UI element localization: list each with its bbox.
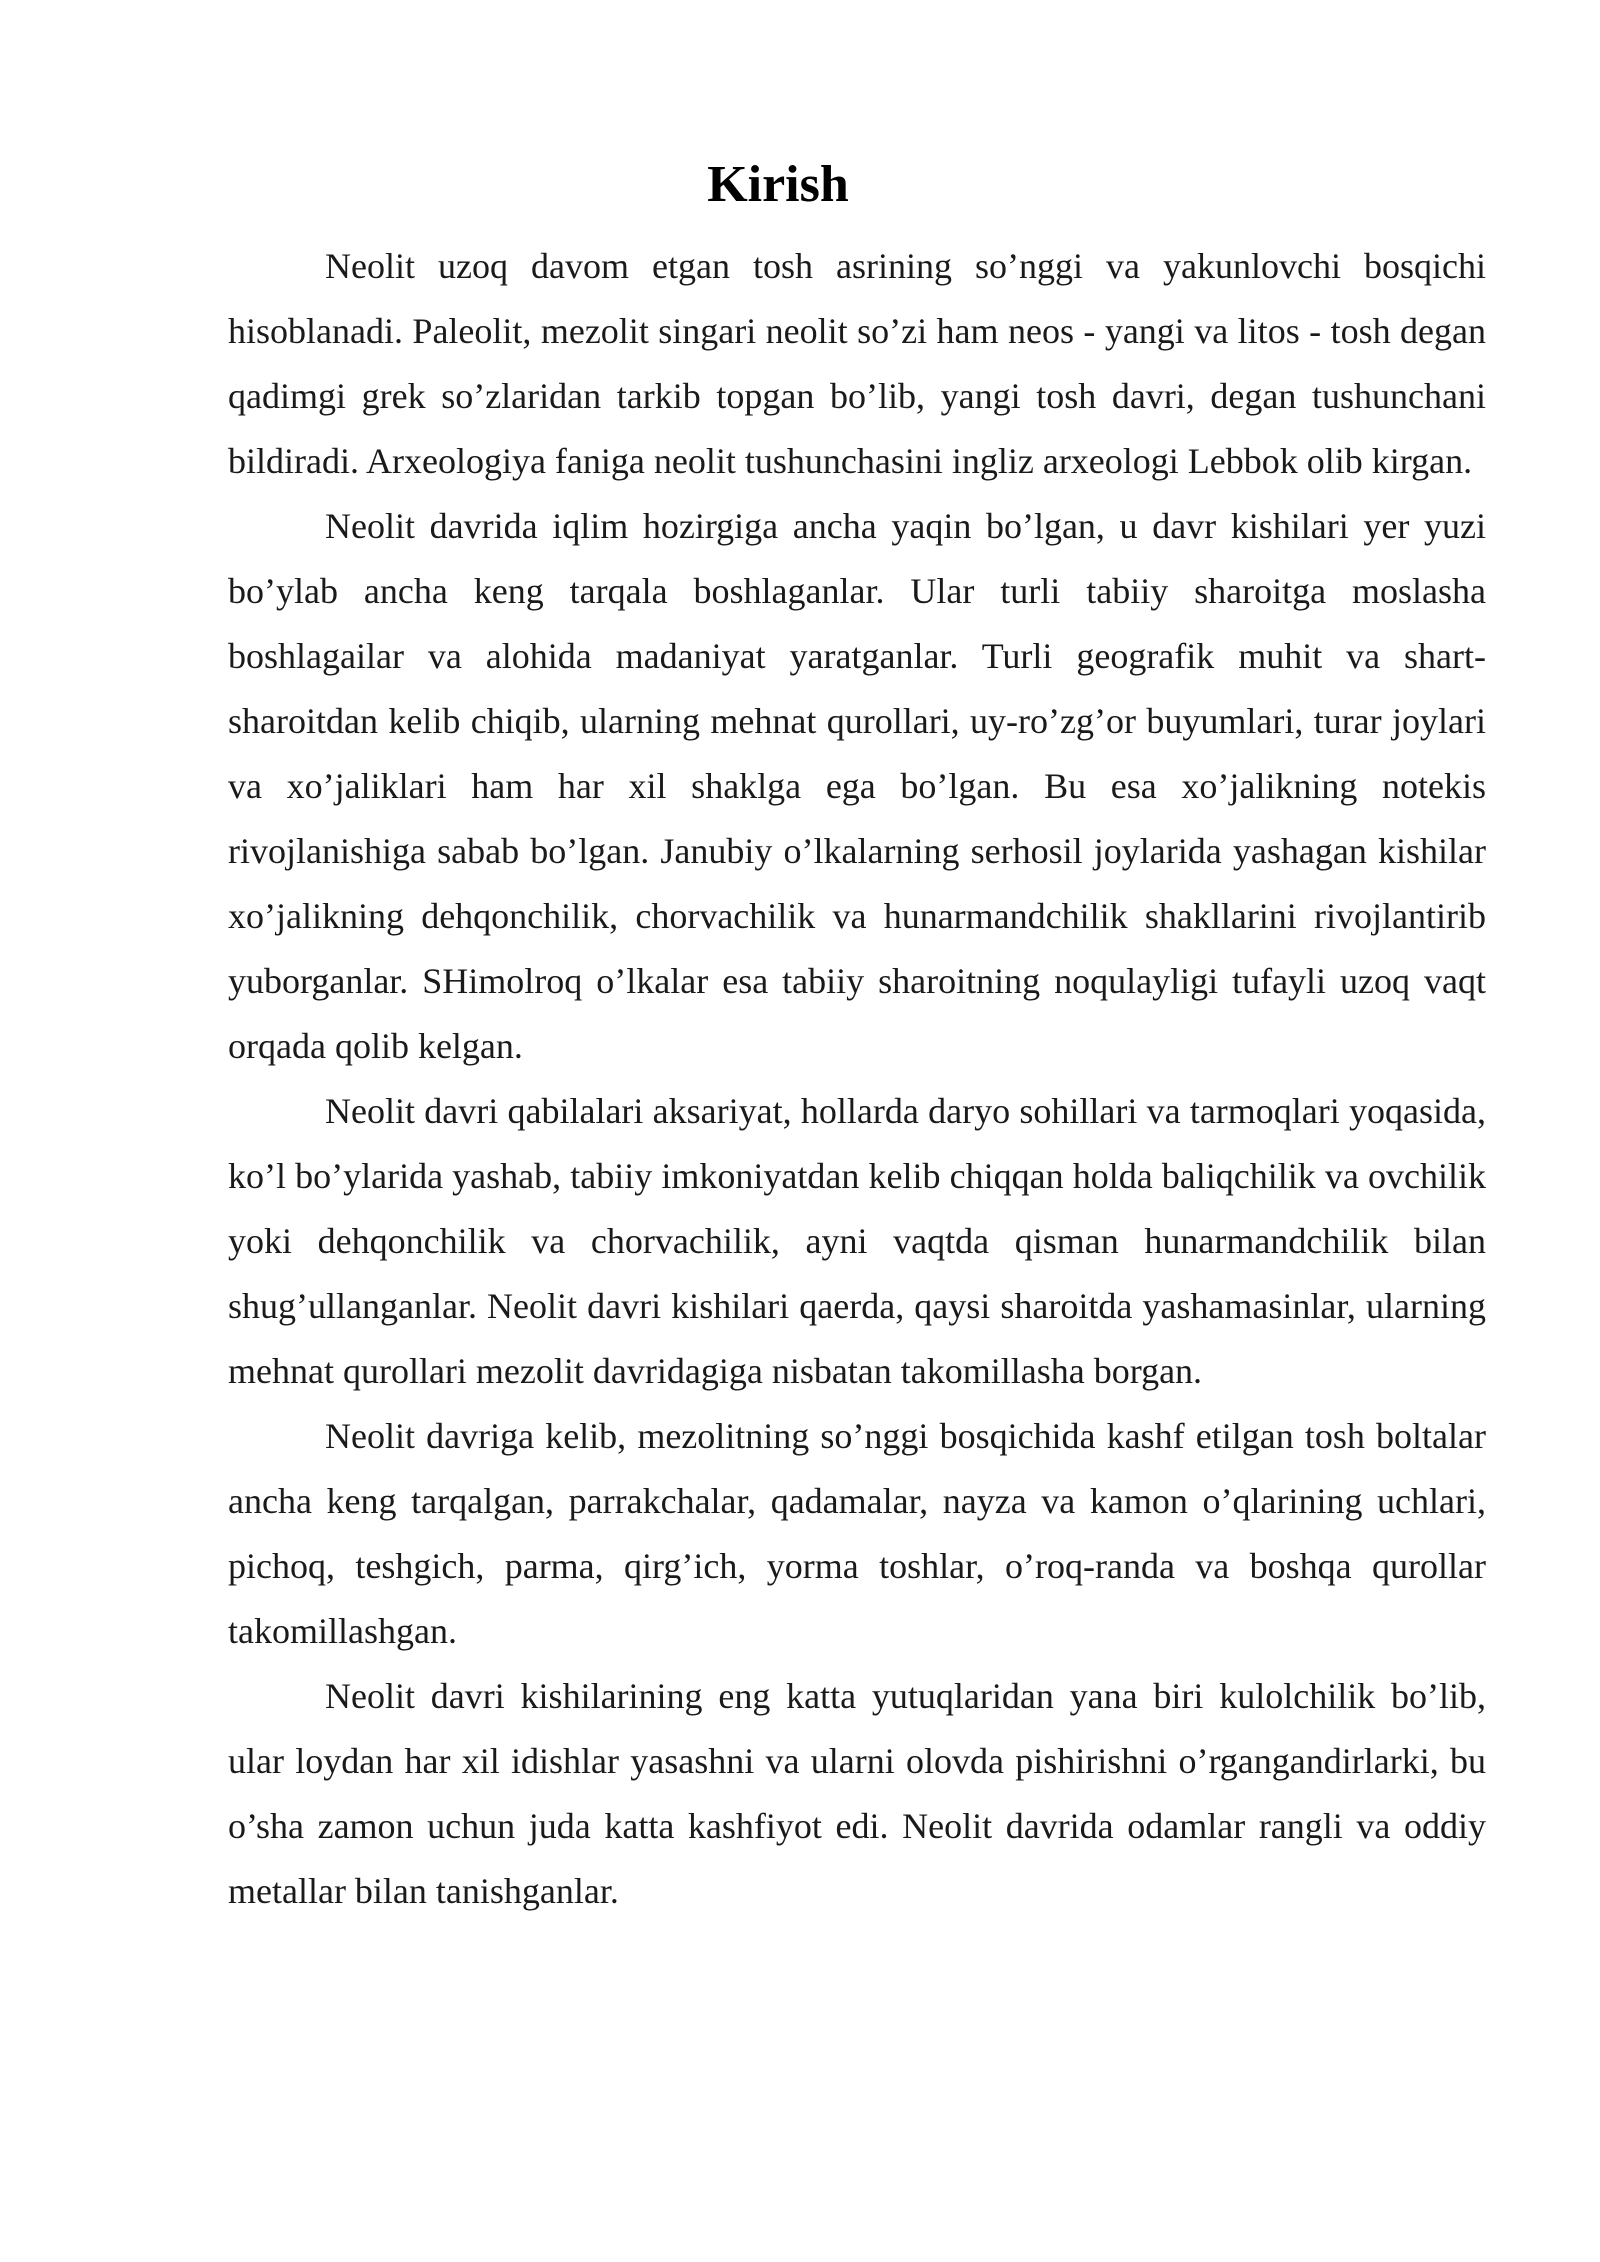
paragraph-5: Neolit davri kishilarining eng katta yutuqlaridan yana biri kulolchilik bo’lib, ular loydan har xil idishlar yasashni va ularni olovda pishirishni o’rgangandirlarki, bu o’sha zamon uchun juda katta kashfiyot edi. Neolit davrida odamlar rangli va oddiy metallar bilan tanishganlar.: [228, 1676, 1486, 1911]
paragraph-1: Neolit uzoq davom etgan tosh asrining so’nggi va yakunlovchi bosqichi hisoblanadi. Paleolit, mezolit singari neolit so’zi ham neos - yangi va litos - tosh degan qadimgi grek so’zlaridan tarkib topgan bo’lib, yangi tosh davri, degan tushunchani bildiradi. Arxeologiya faniga neolit tushunchasini ingliz arxeologi Lebbok olib kirgan.: [228, 246, 1486, 481]
document-body: [228, 234, 1486, 1924]
paragraph-4: Neolit davriga kelib, mezolitning so’nggi bosqichida kashf etilgan tosh boltalar ancha keng tarqalgan, parrakchalar, qadamalar, nayza va kamon o’qlarining uchlari, pichoq, teshgich, parma, qirg’ich, yorma toshlar, o’roq-randa va boshqa qurollar takomillashgan.: [228, 1416, 1486, 1651]
paragraph-3: Neolit davri qabilalari aksariyat, hollarda daryo sohillari va tarmoqlari yoqasida, ko’l bo’ylarida yashab, tabiiy imkoniyatdan kelib chiqqan holda baliqchilik va ovchilik yoki dehqonchilik va chorvachilik, ayni vaqtda qisman hunarmandchilik bilan shug’ullanganlar. Neolit davri kishilari qaerda, qaysi sharoitda yashamasinlar, ularning mehnat qurollari mezolit davridagiga nisbatan takomillasha borgan.: [228, 1091, 1486, 1391]
paragraph-2: Neolit davrida iqlim hozirgiga ancha yaqin bo’lgan, u davr kishilari yer yuzi bo’ylab ancha keng tarqala boshlaganlar. Ular turli tabiiy sharoitga moslasha boshlagailar va alohida madaniyat yaratganlar. Turli geografik muhit va shart-sharoitdan kelib chiqib, ularning mehnat qurollari, uy-ro’zg’or buyumlari, turar joylari va xo’jaliklari ham har xil shaklga ega bo’lgan. Bu esa xo’jalikning notekis rivojlanishiga sabab bo’lgan. Janubiy o’lkalarning serhosil joylarida yashagan kishilar xo’jalikning dehqonchilik, chorvachilik va hunarmandchilik shakllarini rivojlantirib yuborganlar. SHimolroq o’lkalar esa tabiiy sharoitning noqulayligi tufayli uzoq vaqt orqada qolib kelgan.: [228, 506, 1486, 1066]
page-title: Kirish: [707, 156, 849, 213]
